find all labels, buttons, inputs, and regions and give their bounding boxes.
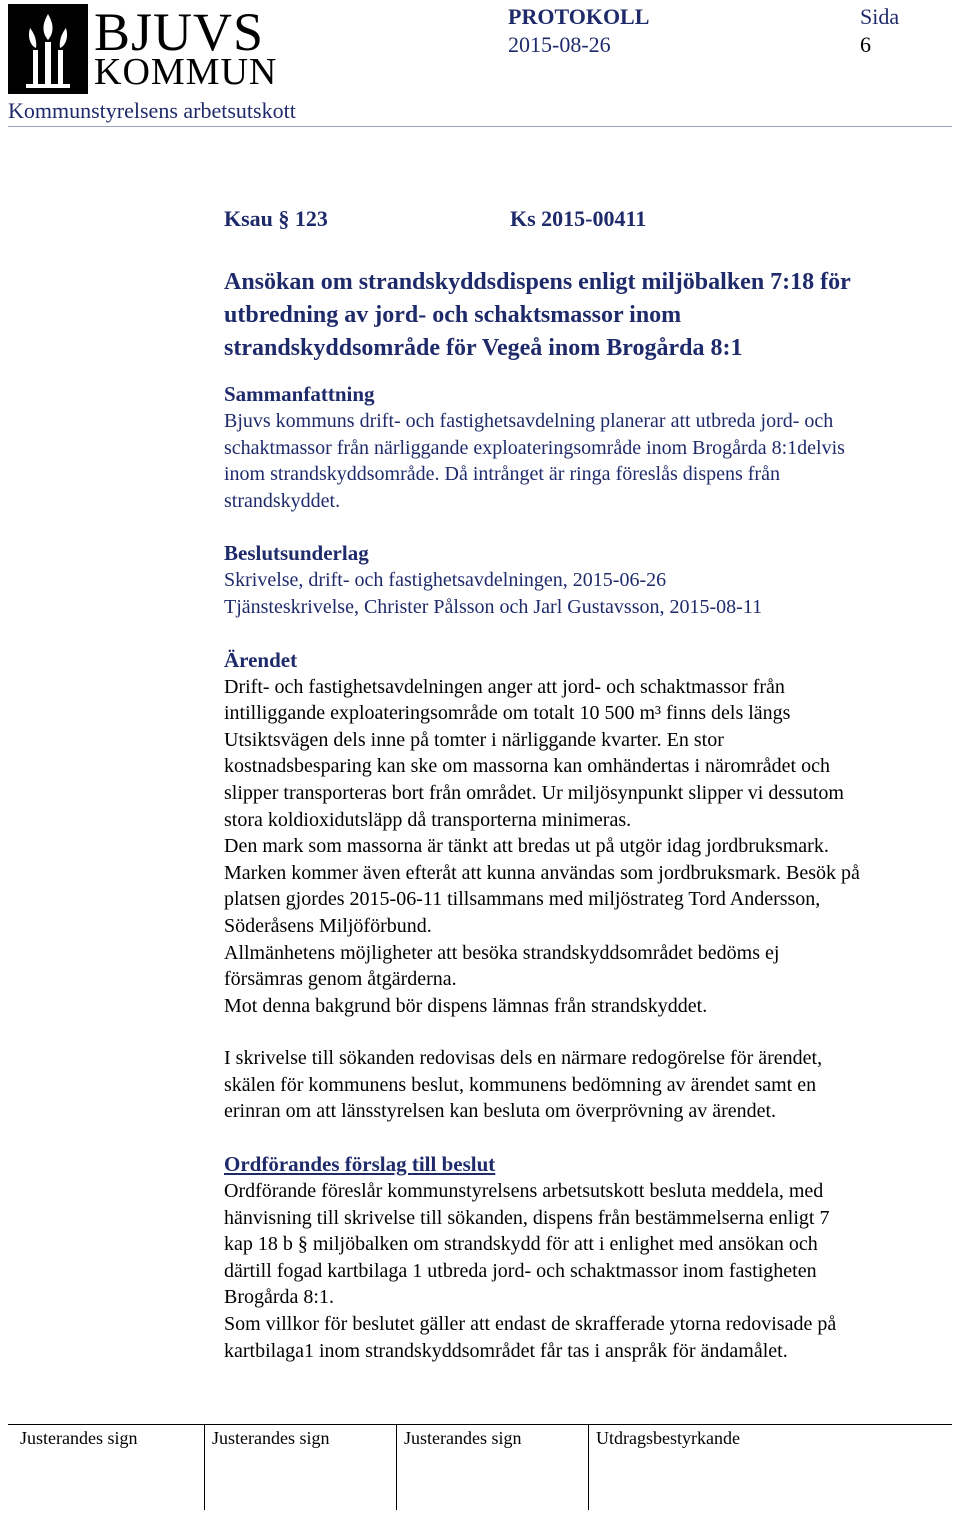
text-line: inom strandskyddsområde. Då intrånget är ringa föreslås dispens från	[224, 463, 780, 486]
text-line: försämras genom åtgärderna.	[224, 968, 457, 991]
document-type: PROTOKOLL	[508, 4, 650, 29]
sammanfattning-heading: Sammanfattning	[224, 382, 375, 406]
organization-name: Kommunstyrelsens arbetsutskott	[8, 98, 296, 123]
text-line: kartbilaga1 inom strandskyddsområdet får tas i anspråk för ändamålet.	[224, 1339, 788, 1362]
arendet-heading: Ärendet	[224, 647, 298, 672]
title-line: strandskyddsområde för Vegeå inom Brogårda 8:1	[224, 335, 743, 361]
text-line: Skrivelse, drift- och fastighetsavdelningen, 2015-06-26	[224, 569, 667, 592]
text-line: schaktmassor från närliggande exploateringsområde inom Brogårda 8:1delvis	[224, 436, 845, 459]
text-line: strandskyddet.	[224, 489, 341, 512]
text-line: Bjuvs kommuns drift- och fastighetsavdelning planerar att utbreda jord- och	[224, 410, 834, 432]
title-line: Ansökan om strandskyddsdispens enligt miljöbalken 7:18 för	[224, 269, 851, 295]
signature-box-label: Justerandes sign	[404, 1428, 522, 1448]
skrivelse-text	[224, 1045, 954, 1125]
forslag-heading: Ordförandes förslag till beslut	[224, 1152, 496, 1177]
text-line: Söderåsens Miljöförbund.	[224, 914, 432, 937]
page-number: 6	[860, 32, 871, 57]
text-line: Den mark som massorna är tänkt att bredas ut på utgör idag jordbruksmark.	[224, 835, 829, 858]
text-line: erinran om att länsstyrelsen kan besluta om överprövning av ärendet.	[224, 1100, 777, 1123]
text-line: stora koldioxidutsläpp då transporterna minimeras.	[224, 808, 632, 831]
text-line: Ordförande föreslår kommunstyrelsens arbetsutskott besluta meddela, med	[224, 1180, 824, 1203]
ksau-number: Ksau § 123	[224, 206, 328, 231]
torch-emblem-icon	[8, 4, 88, 94]
footer-column-divider	[588, 1424, 589, 1510]
text-line: därtill fogad kartbilaga 1 utbreda jord- och schaktmassor inom fastigheten	[224, 1259, 817, 1282]
text-line: Marken kommer även efteråt att kunna användas som jordbruksmark. Besök på	[224, 861, 860, 884]
signature-box-label: Justerandes sign	[212, 1428, 330, 1448]
text-line: intilliggande exploateringsområde om totalt 10 500 m³ finns dels längs	[224, 702, 791, 725]
text-line: kostnadsbesparing kan ske om massorna kan omhändertas i närområdet och	[224, 755, 830, 778]
text-line: platsen gjordes 2015-06-11 tillsammans med miljöstrateg Tord Andersson,	[224, 888, 821, 911]
header-divider	[8, 126, 952, 127]
certification-box-label: Utdragsbestyrkande	[596, 1428, 740, 1448]
title-line: utbredning av jord- och schaktsmassor inom	[224, 302, 682, 328]
text-line: hänvisning till skrivelse till sökanden, dispens från bestämmelserna enligt 7	[224, 1206, 830, 1229]
text-line: skälen för kommunens beslut, kommunens bedömning av ärendet samt en	[224, 1073, 817, 1096]
beslutsunderlag-text	[224, 567, 954, 620]
forslag-text	[224, 1178, 954, 1364]
document-title	[224, 266, 954, 365]
page-label: Sida	[860, 4, 900, 29]
beslutsunderlag-heading: Beslutsunderlag	[224, 541, 369, 566]
footer-divider	[8, 1424, 952, 1425]
text-line: slipper transporteras bort från området. Ur miljösynpunkt slipper vi dessutom	[224, 781, 844, 804]
signature-box-label: Justerandes sign	[20, 1428, 138, 1448]
text-line: Utsiktsvägen dels inne på tomter i närliggande kvarter. En stor	[224, 728, 724, 751]
logo-subtitle: KOMMUN	[94, 51, 278, 93]
case-reference	[224, 206, 954, 236]
municipality-logo	[8, 2, 278, 94]
text-line: Mot denna bakgrund bör dispens lämnas från strandskyddet.	[224, 994, 708, 1017]
footer-column-divider	[396, 1424, 397, 1510]
text-line: kap 18 b § miljöbalken om strandskydd för att i enlighet med ansökan och	[224, 1233, 818, 1256]
text-line: Brogårda 8:1.	[224, 1286, 334, 1309]
document-date: 2015-08-26	[508, 32, 611, 57]
text-line: Allmänhetens möjligheter att besöka strandskyddsområdet bedöms ej	[224, 941, 780, 964]
footer-column-divider	[204, 1424, 205, 1510]
arendet-text	[224, 674, 954, 1020]
text-line: I skrivelse till sökanden redovisas dels en närmare redogörelse för ärendet,	[224, 1047, 823, 1070]
logo-wordmark: BJUVS	[94, 2, 265, 62]
sammanfattning-text	[224, 408, 954, 514]
text-line: Drift- och fastighetsavdelningen anger att jord- och schaktmassor från	[224, 675, 785, 698]
document-body	[224, 206, 954, 1364]
text-line: Som villkor för beslutet gäller att endast de skrafferade ytorna redovisade på	[224, 1313, 837, 1336]
text-line: Tjänsteskrivelse, Christer Pålsson och Jarl Gustavsson, 2015-08-11	[224, 595, 763, 618]
ks-number: Ks 2015-00411	[510, 206, 647, 231]
